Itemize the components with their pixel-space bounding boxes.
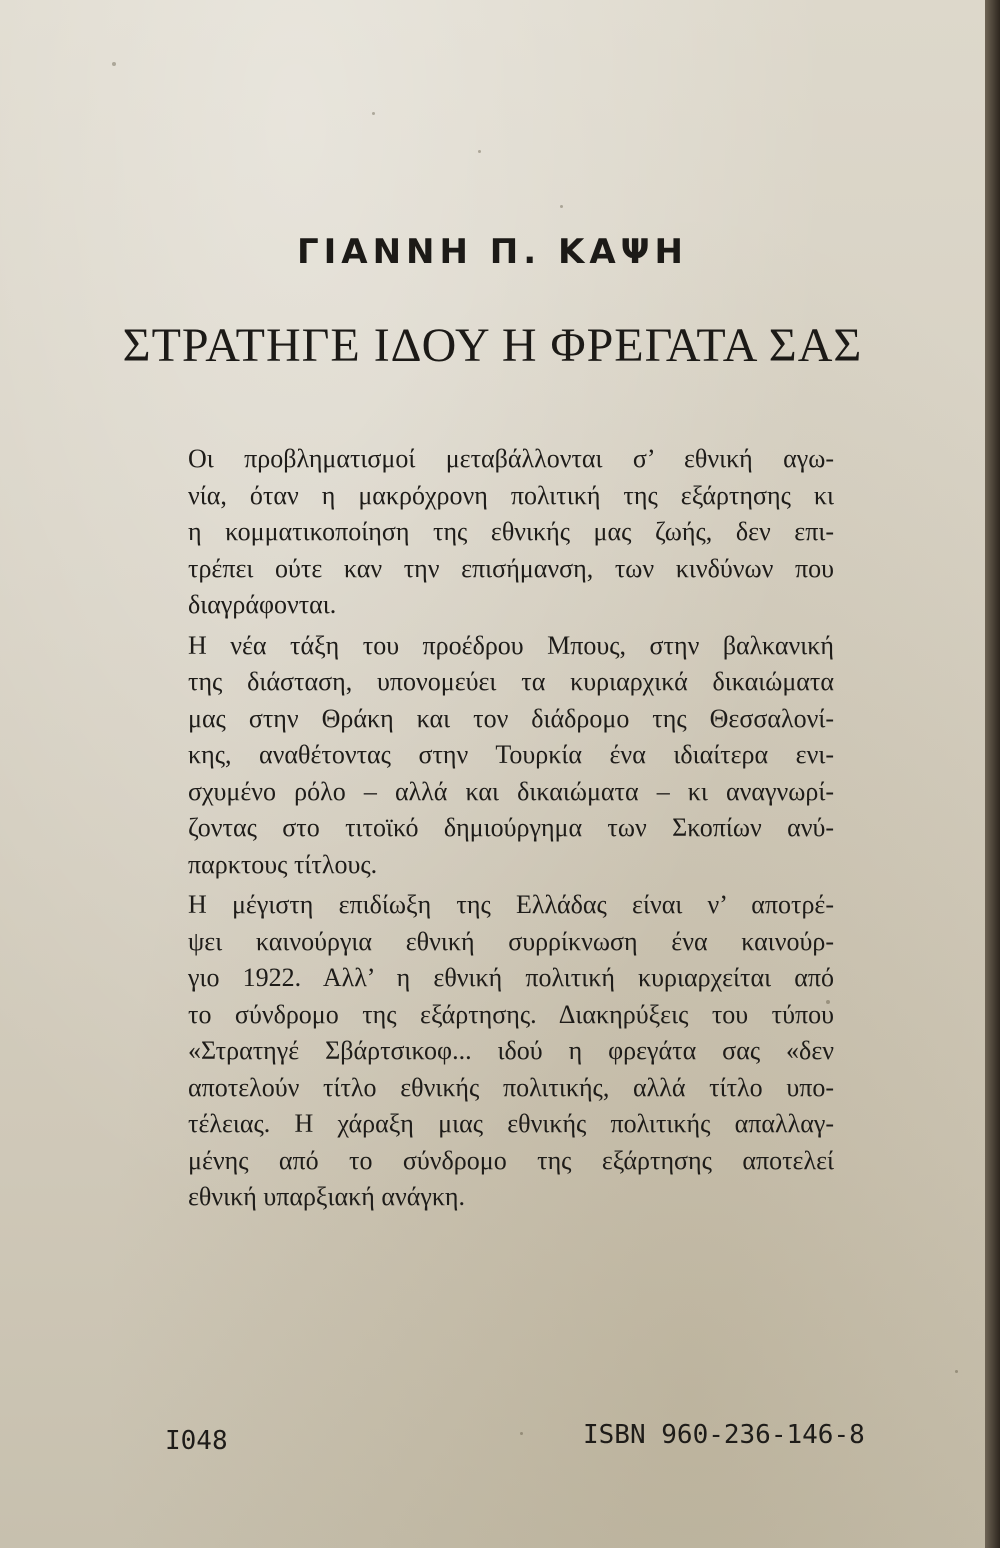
text-line: το σύνδρομο της εξάρτησης. Διακηρύξεις του τύπου	[188, 999, 834, 1029]
text-line: διαγράφονται.	[188, 590, 337, 619]
paper-speck	[826, 1000, 830, 1004]
text-line: ζοντας στο τιτοϊκό δημιούργημα των Σκοπίων ανύ-	[188, 813, 834, 842]
text-line: της διάσταση, υπονομεύει τα κυριαρχικά δικαιώματα	[188, 667, 834, 696]
blurb-text	[188, 441, 834, 1220]
text-line: αποτελούν τίτλο εθνικής πολιτικής, αλλά τίτλο υπο-	[188, 1072, 834, 1102]
text-line: Η μέγιστη επιδίωξη της Ελλάδας είναι ν’ αποτρέ-	[188, 890, 834, 919]
paper-speck	[372, 112, 375, 115]
blurb-paragraph-1	[188, 441, 834, 624]
text-line: Οι προβληματισμοί μεταβάλλονται σ’ εθνική αγω-	[188, 444, 834, 473]
text-line: κης, αναθέτοντας στην Τουρκία ένα ιδιαίτερα ενι-	[188, 740, 834, 769]
text-line: σχυμένο ρόλο – αλλά και δικαιώματα – κι αναγνωρί-	[188, 776, 834, 806]
paper-speck	[112, 62, 116, 66]
author-name: ΓΙΑΝΝΗ Π. ΚΑΨΗ	[296, 232, 689, 272]
text-line: τρέπει ούτε καν την επισήμανση, των κινδύνων που	[188, 553, 834, 583]
blurb-paragraph-2	[188, 628, 834, 884]
paper-speck	[478, 150, 481, 153]
text-line: «Στρατηγέ Σβάρτσικοφ... ιδού η φρεγάτα σας «δεν	[188, 1036, 834, 1065]
text-line: Η νέα τάξη του προέδρου Μπους, στην βαλκανική	[188, 630, 834, 660]
book-title: ΣΤΡΑΤΗΓΕ ΙΔΟΥ Η ΦΡΕΓΑΤΑ ΣΑΣ	[122, 319, 863, 372]
text-line: ψει καινούργια εθνική συρρίκνωση ένα καινούρ-	[188, 926, 834, 956]
text-line: τέλειας. Η χάραξη μιας εθνικής πολιτικής απαλλαγ-	[188, 1109, 834, 1138]
paper-speck	[560, 205, 563, 208]
paper-speck	[955, 1370, 958, 1373]
book-edge-shadow	[985, 0, 1000, 1548]
text-line: η κομματικοποίηση της εθνικής μας ζωής, δεν επι-	[188, 517, 834, 546]
text-line: εθνική υπαρξιακή ανάγκη.	[188, 1182, 466, 1211]
text-line: μένης από το σύνδρομο της εξάρτησης αποτελεί	[188, 1145, 834, 1175]
blurb-paragraph-3	[188, 887, 834, 1216]
catalog-code: I048	[165, 1426, 228, 1456]
text-line: παρκτους τίτλους.	[188, 849, 378, 879]
text-line: νία, όταν η μακρόχρονη πολιτική της εξάρτησης κι	[188, 480, 834, 510]
isbn-number: ISBN 960-236-146-8	[583, 1420, 865, 1450]
text-line: γιο 1922. Αλλ’ η εθνική πολιτική κυριαρχείται από	[188, 963, 834, 992]
text-line: μας στην Θράκη και τον διάδρομο της Θεσσαλονί-	[188, 703, 834, 733]
paper-speck	[520, 1432, 523, 1435]
